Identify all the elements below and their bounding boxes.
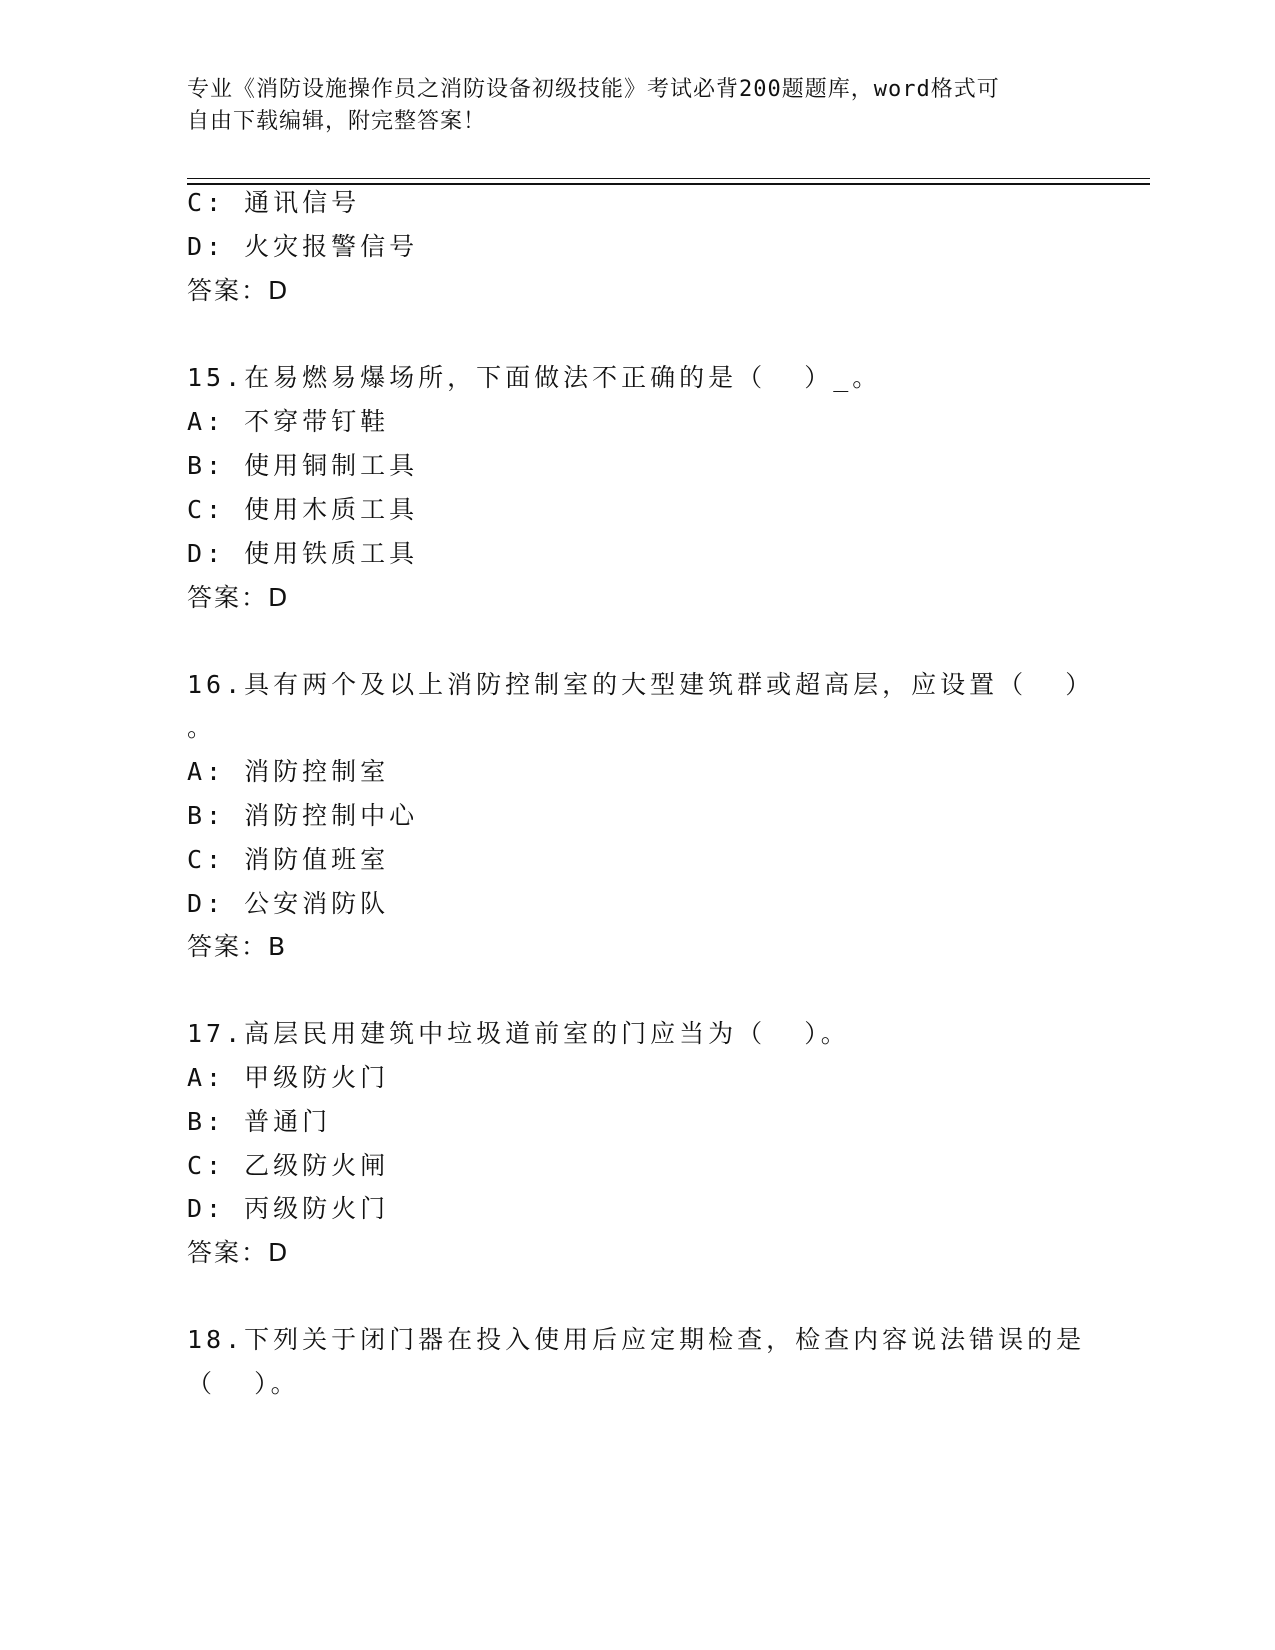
q18-question-line2: （ ）。 [187, 1369, 300, 1398]
prev-option-d: D: 火灾报警信号 [187, 232, 419, 261]
header-divider-thick [187, 183, 1150, 185]
prev-option-c: C: 通讯信号 [187, 188, 361, 217]
q16-option-d: D: 公安消防队 [187, 889, 390, 918]
q15-answer: 答案：D [187, 583, 290, 612]
q16-answer: 答案：B [187, 932, 288, 961]
q17-option-d: D: 丙级防火门 [187, 1194, 390, 1223]
q15-option-b: B: 使用铜制工具 [187, 451, 419, 480]
header-divider-thin [187, 178, 1150, 179]
q15-option-c: C: 使用木质工具 [187, 495, 419, 524]
q17-option-b: B: 普通门 [187, 1107, 332, 1136]
q17-option-a: A: 甲级防火门 [187, 1063, 390, 1092]
q16-question-line2: 。 [187, 713, 217, 742]
q17-question: 17.高层民用建筑中垃圾道前室的门应当为（ ）。 [187, 1019, 850, 1048]
document-header: 专业《消防设施操作员之消防设备初级技能》考试必背200题题库，word格式可 自由下载编辑，附完整答案！ [187, 77, 1000, 134]
prev-answer: 答案：D [187, 276, 290, 305]
q15-question: 15.在易燃易爆场所，下面做法不正确的是（ ）_。 [187, 363, 882, 392]
q16-option-a: A: 消防控制室 [187, 757, 390, 786]
q18-question-line1: 18.下列关于闭门器在投入使用后应定期检查，检查内容说法错误的是 [187, 1325, 1086, 1354]
q16-option-b: B: 消防控制中心 [187, 801, 419, 830]
q15-option-d: D: 使用铁质工具 [187, 539, 419, 568]
q16-question-line1: 16.具有两个及以上消防控制室的大型建筑群或超高层，应设置（ ） [187, 670, 1095, 699]
q15-option-a: A: 不穿带钉鞋 [187, 407, 390, 436]
q17-option-c: C: 乙级防火闸 [187, 1151, 390, 1180]
q16-option-c: C: 消防值班室 [187, 845, 390, 874]
q17-answer: 答案：D [187, 1238, 290, 1267]
